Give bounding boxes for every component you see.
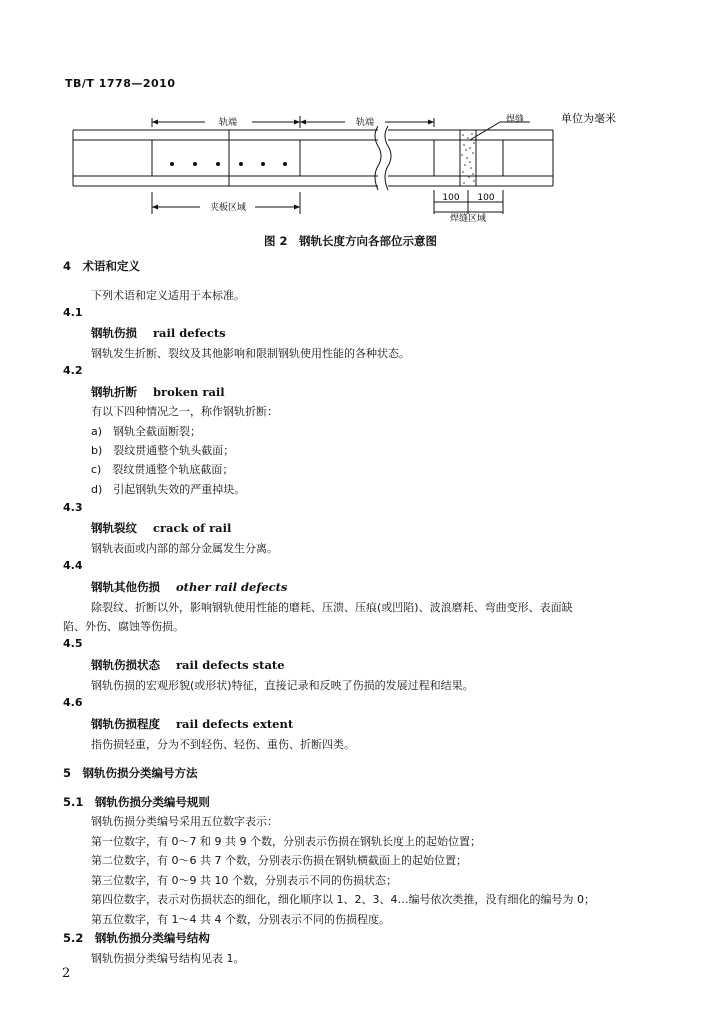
- section-5-1-title: 5.1 钢轨伤损分类编号规则: [63, 795, 210, 809]
- rail-length-diagram: [0, 0, 701, 230]
- term-definition: 钢轨发生折断、裂纹及其他影响和限制钢轨使用性能的各种状态。: [91, 347, 410, 360]
- rule-line: 第三位数字，有 0～9 共 10 个数，分别表示不同的伤损状态；: [91, 874, 397, 887]
- term-number: 4.3: [63, 501, 83, 514]
- term-definition-cont: 陷、外伤、腐蚀等伤损。: [63, 620, 184, 633]
- term-definition: 钢轨表面或内部的部分金属发生分离。: [91, 542, 278, 555]
- label-weld: 焊缝: [506, 115, 525, 125]
- term-definition: 有以下四种情况之一，称作钢轨折断：: [91, 405, 278, 418]
- bolt-hole-dot: [283, 162, 287, 166]
- term-list-item: d) 引起钢轨失效的严重掉块。: [91, 483, 246, 496]
- structure-line: 钢轨伤损分类编号结构见表 1。: [91, 952, 245, 965]
- rule-line: 第二位数字，有 0～6 共 7 个数，分别表示伤损在钢轨横截面上的起始位置；: [91, 854, 467, 867]
- term-heading: 钢轨伤损 rail defects: [91, 326, 226, 340]
- bolt-hole-dot: [216, 162, 220, 166]
- label-unit: 单位为毫米: [561, 112, 616, 125]
- rule-line: 钢轨伤损分类编号采用五位数字表示：: [91, 815, 278, 828]
- page-number: 2: [62, 966, 71, 981]
- rule-line: 第五位数字，有 1～4 共 4 个数，分别表示不同的伤损程度。: [91, 913, 390, 926]
- term-list-item: a) 钢轨全截面断裂；: [91, 425, 202, 438]
- figure-caption: 图 2 钢轨长度方向各部位示意图: [263, 234, 437, 248]
- term-definition: 钢轨伤损的宏观形貌(或形状)特征，直接记录和反映了伤损的发展过程和结果。: [91, 679, 474, 692]
- bolt-hole-dot: [170, 162, 174, 166]
- section-4-intro: 下列术语和定义适用于本标准。: [91, 289, 245, 302]
- bolt-hole-dot: [261, 162, 265, 166]
- section-5-title: 5 钢轨伤损分类编号方法: [63, 766, 198, 780]
- term-heading: 钢轨折断 broken rail: [91, 385, 225, 399]
- label-rail-end-right: 轨端: [355, 118, 375, 128]
- rule-line: 第一位数字，有 0～7 和 9 共 9 个数，分别表示伤损在钢轨长度上的起始位置；: [91, 835, 481, 848]
- term-number: 4.2: [63, 364, 83, 377]
- label-dim-100-left: 100: [442, 193, 460, 203]
- section-4-title: 4 术语和定义: [63, 259, 141, 273]
- label-splice-zone: 夹板区域: [209, 203, 247, 213]
- term-list-item: c) 裂纹贯通整个轨底截面；: [91, 463, 234, 476]
- term-heading: 钢轨伤损状态 rail defects state: [91, 658, 285, 672]
- term-number: 4.1: [63, 306, 83, 319]
- term-definition: 指伤损轻重，分为不到轻伤、轻伤、重伤、折断四类。: [91, 738, 355, 751]
- bolt-hole-dot: [239, 162, 243, 166]
- bolt-hole-dot: [193, 162, 197, 166]
- section-5-2-title: 5.2 钢轨伤损分类编号结构: [63, 931, 210, 945]
- term-number: 4.4: [63, 559, 83, 572]
- term-heading: 钢轨其他伤损 other rail defects: [91, 580, 288, 594]
- term-list-item: b) 裂纹贯通整个轨头截面；: [91, 444, 235, 457]
- label-dim-100-right: 100: [477, 193, 495, 203]
- term-definition: 除裂纹、折断以外，影响钢轨使用性能的磨耗、压溃、压痕(或凹陷)、波浪磨耗、弯曲变形、表面缺: [91, 601, 573, 614]
- term-heading: 钢轨裂纹 crack of rail: [91, 521, 232, 535]
- rule-line: 第四位数字，表示对伤损状态的细化，细化顺序以 1、2、3、4…编号依次类推，没有细化的编号为 0；: [91, 893, 595, 906]
- label-weld-zone: 焊缝区域: [449, 214, 487, 224]
- label-rail-end-left: 轨端: [218, 118, 238, 128]
- term-number: 4.5: [63, 637, 83, 650]
- standard-code-header: TB/T 1778—2010: [65, 77, 176, 90]
- term-number: 4.6: [63, 696, 83, 709]
- term-heading: 钢轨伤损程度 rail defects extent: [91, 717, 294, 731]
